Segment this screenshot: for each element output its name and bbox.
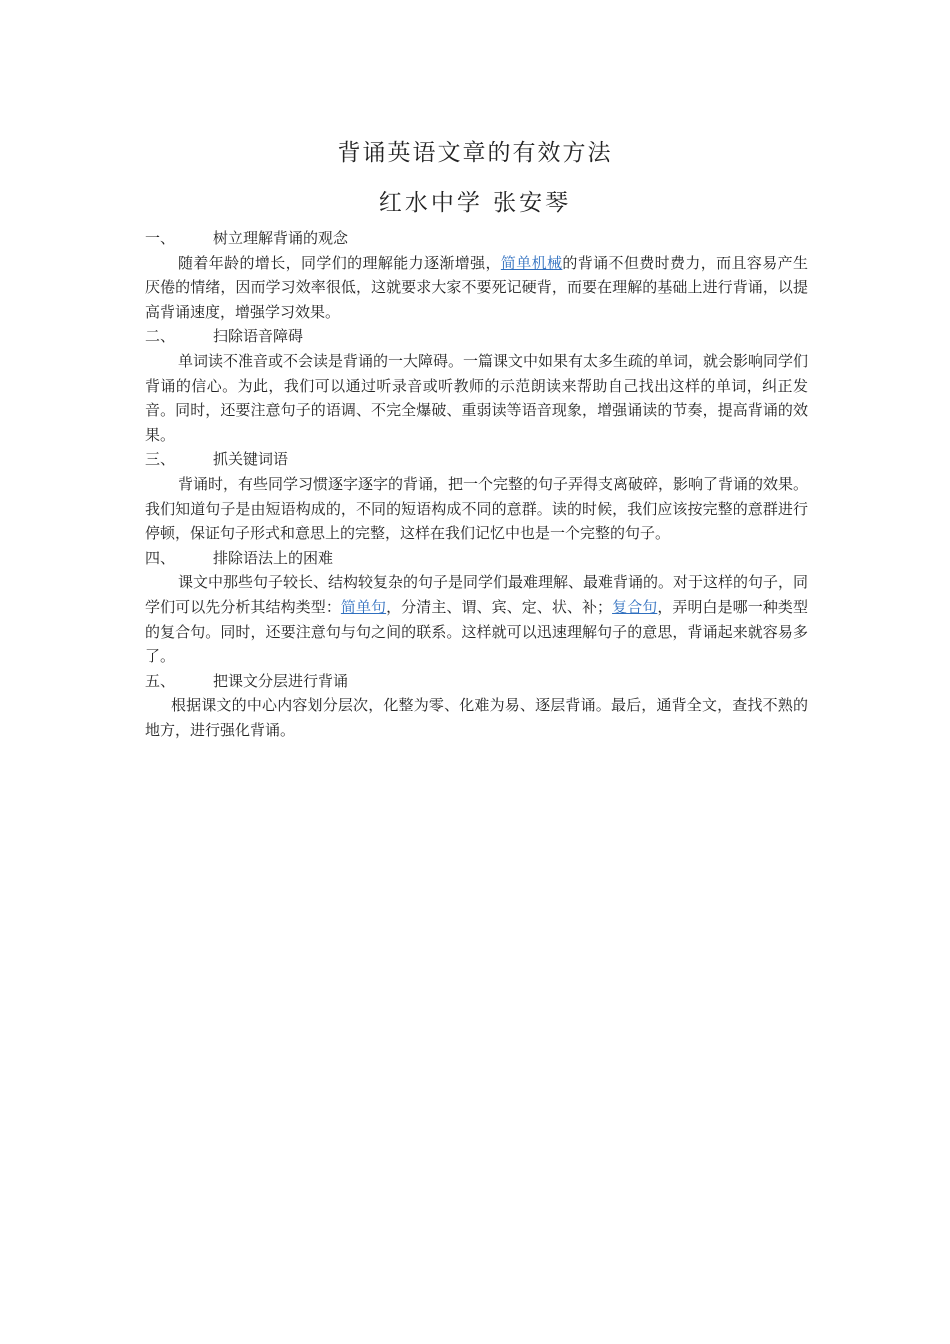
section-paragraph-2: 单词读不准音或不会读是背诵的一大障碍。一篇课文中如果有太多生疏的单词，就会影响同学们背诵的信心。为此，我们可以通过听录音或听教师的示范朗读来帮助自己找出这样的单词，纠正发音。同时，还要注意句子的语调、不完全爆破、重弱读等语音现象，增强诵读的节奏，提高背诵的效果。 bbox=[145, 351, 809, 444]
section-paragraph-4 bbox=[145, 570, 808, 668]
link-simple-sentence[interactable]: 简单句 bbox=[340, 597, 387, 616]
paragraph-text: ，弄明白是哪一种类型的复合句。同时，还要注意句与句之间的联系。这样就可以迅速理解句子的意思，背诵起来就容易多了。 bbox=[145, 597, 808, 666]
section-heading-1 bbox=[145, 226, 808, 251]
paragraph-text: 随着年龄的增长，同学们的理解能力逐渐增强， bbox=[178, 253, 501, 272]
paragraph-text: ，分清主、谓、宾、定、状、补； bbox=[386, 597, 613, 616]
section-title: 树立理解背诵的观念 bbox=[213, 229, 349, 247]
section-heading-2 bbox=[145, 324, 808, 349]
paragraph-text: 的背诵不但费时费力，而且容易产生厌倦的情绪，因而学习效率很低，这就要求大家不要死记硬背，而要在理解的基础上进行背诵，以提高背诵速度，增强学习效果。 bbox=[145, 253, 808, 321]
section-title: 排除语法上的困难 bbox=[213, 548, 334, 567]
section-number: 一、 bbox=[145, 229, 176, 247]
section-number: 二、 bbox=[145, 327, 176, 346]
section-number: 五、 bbox=[145, 671, 176, 690]
section-paragraph-1 bbox=[145, 251, 808, 325]
paragraph-text: 课文中那些句子较长、结构较复杂的句子是同学们最难理解、最难背诵的。对于这样的句子，同学们可以先分析其结构类型： bbox=[145, 573, 809, 616]
section-heading-5 bbox=[145, 669, 808, 694]
document-body bbox=[145, 226, 808, 742]
link-complex-sentence[interactable]: 复合句 bbox=[612, 597, 658, 616]
section-title: 扫除语音障碍 bbox=[213, 327, 304, 346]
author-line: 红水中学 张安琴 bbox=[378, 190, 572, 216]
section-title: 抓关键词语 bbox=[213, 450, 289, 469]
section-number: 三、 bbox=[145, 450, 176, 469]
page-title: 背诵英语文章的有效方法 bbox=[337, 140, 613, 166]
link-jiandan-jixie[interactable]: 简单机械 bbox=[500, 253, 563, 272]
section-heading-3 bbox=[145, 447, 808, 472]
section-paragraph-5: 根据课文的中心内容划分层次，化整为零、化难为易、逐层背诵。最后，通背全文，查找不熟的地方，进行强化背诵。 bbox=[145, 696, 808, 739]
section-paragraph-3: 背诵时，有些同学习惯逐字逐字的背诵，把一个完整的句子弄得支离破碎，影响了背诵的效果。我们知道句子是由短语构成的，不同的短语构成不同的意群。读的时候，我们应该按完整的意群进行停顿，保证句子形式和意思上的完整，这样在我们记忆中也是一个完整的句子。 bbox=[145, 474, 809, 543]
section-title: 把课文分层进行背诵 bbox=[213, 671, 349, 690]
section-heading-4 bbox=[145, 546, 808, 571]
section-number: 四、 bbox=[145, 548, 176, 567]
